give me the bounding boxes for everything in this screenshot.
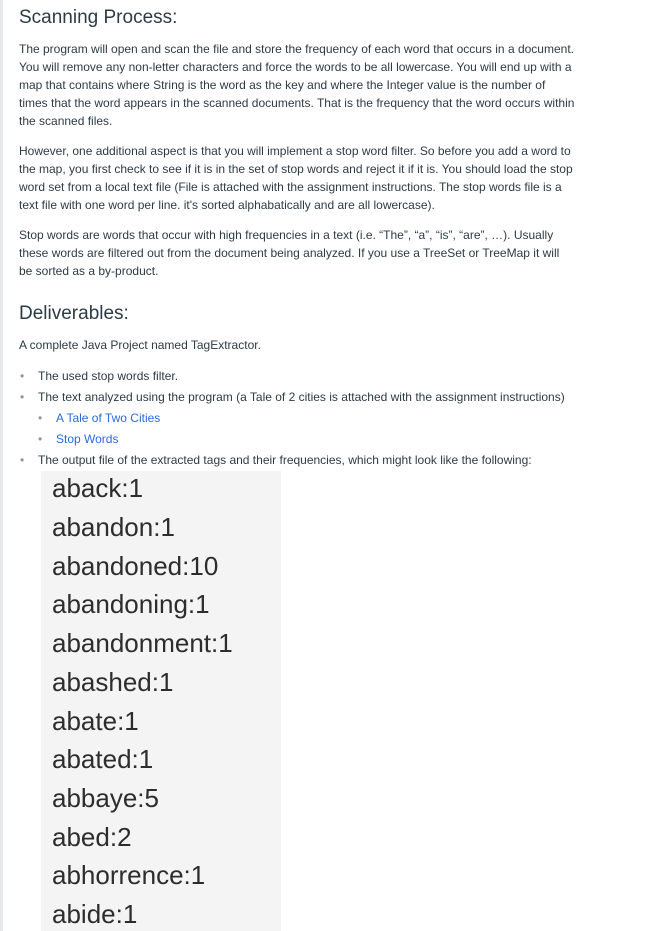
tag-line: abashed:1 xyxy=(52,667,174,697)
tag-line: abandoned:10 xyxy=(52,551,219,581)
list-item-text: The text analyzed using the program (a Tale of 2 cities is attached with the assignment instructions) xyxy=(38,390,565,404)
tag-line: abate:1 xyxy=(52,706,139,736)
scanning-paragraph-2: However, one additional aspect is that you will implement a stop word filter. So before you add a word to the map, you first check to see if it is in the set of stop words and reject it if it is. You should load the stop word set from a local text file (File is attached with the assignment instructions. The stop words file is a text file with one word per line. it's sorted alphabatically and are all lowercase). xyxy=(19,144,573,212)
deliverables-list xyxy=(19,366,579,471)
sample-output-image xyxy=(41,471,281,931)
list-item-text: The output file of the extracted tags and their frequencies, which might look like the following: xyxy=(38,453,532,467)
tale-of-two-cities-link[interactable]: A Tale of Two Cities xyxy=(56,411,161,425)
deliverables-intro: A complete Java Project named TagExtractor. xyxy=(19,338,261,352)
scanning-paragraph-1: The program will open and scan the file and store the frequency of each word that occurs in a document. You will remove any non-letter characters and force the words to be all lowercase. You will end up with a map that contains where String is the word as the key and where the Integer value is the number of times that the word appears in the scanned documents. That is the frequency that the word occurs within the scanned files. xyxy=(19,42,575,128)
list-item xyxy=(19,366,579,387)
list-item-text: The used stop words filter. xyxy=(38,369,179,383)
attachment-links xyxy=(38,408,579,450)
list-item xyxy=(38,429,579,450)
tag-line: aback:1 xyxy=(52,473,144,503)
bullet-icon: • xyxy=(20,369,25,383)
stop-words-link[interactable]: Stop Words xyxy=(56,432,119,446)
list-item xyxy=(19,450,579,471)
tag-line: abide:1 xyxy=(52,899,138,929)
bullet-icon: • xyxy=(38,432,43,446)
tag-line: abbaye:5 xyxy=(52,783,159,813)
tag-line: abandon:1 xyxy=(52,512,175,542)
left-border xyxy=(0,0,3,931)
scanning-heading: Scanning Process: xyxy=(19,7,178,28)
bullet-icon: • xyxy=(38,411,43,425)
bullet-icon: • xyxy=(20,390,25,404)
tag-line: abandoning:1 xyxy=(52,589,210,619)
bullet-icon: • xyxy=(20,453,25,467)
list-item xyxy=(38,408,579,429)
tag-line: abed:2 xyxy=(52,822,132,852)
list-item xyxy=(19,387,579,450)
scanning-paragraph-3: Stop words are words that occur with high frequencies in a text (i.e. “The”, “a”, “is”, “are”, …). Usually these words are filtered out from the document being analyzed. If you use a TreeSet or TreeMap it will be sorted as a by-product. xyxy=(19,228,560,278)
deliverables-heading: Deliverables: xyxy=(19,303,129,324)
tag-line: abhorrence:1 xyxy=(52,860,206,890)
tag-line: abandonment:1 xyxy=(52,628,233,658)
tag-line: abated:1 xyxy=(52,744,154,774)
